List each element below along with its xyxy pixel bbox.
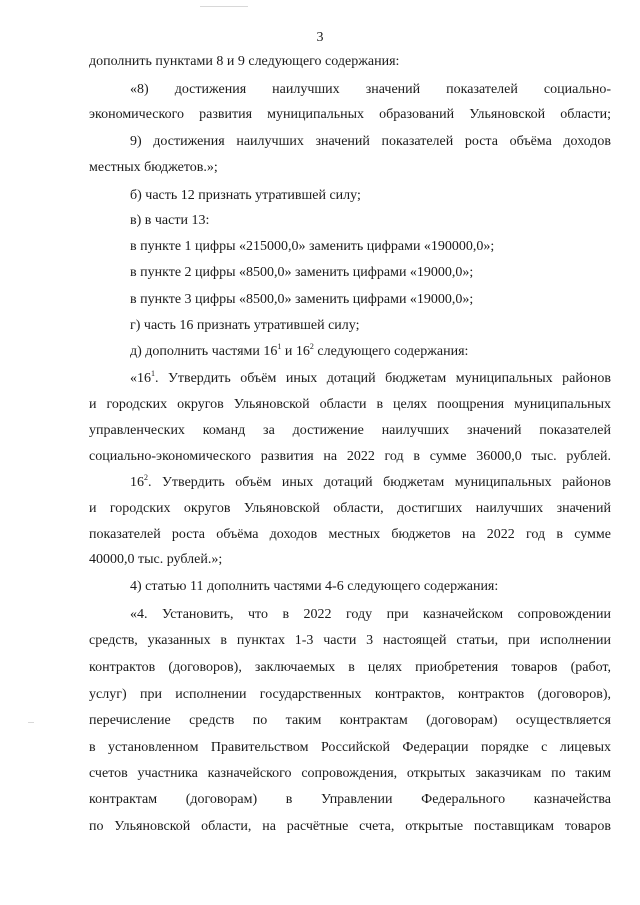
text-line: дополнить пунктами 8 и 9 следующего содержания: <box>89 54 400 69</box>
text-line <box>130 474 611 492</box>
text-line: счетов участника казначейского сопровождения, открытых заказчикам по таким <box>89 766 611 781</box>
text-fragment: 16 <box>130 475 144 490</box>
text-line: услуг) при исполнении государственных контрактов, контрактов (договоров), <box>89 687 611 702</box>
text-line: местных бюджетов.»; <box>89 160 218 175</box>
text-line: в установленном Правительством Российской Федерации порядке с лицевых <box>89 740 611 755</box>
text-line: б) часть 12 признать утратившей силу; <box>130 188 361 203</box>
text-line: по Ульяновской области, на расчётные счета, открытые поставщикам товаров <box>89 819 611 834</box>
text-line: средств, указанных в пунктах 1-3 части 3 настоящей статьи, при исполнении <box>89 633 611 648</box>
text-line: экономического развития муниципальных образований Ульяновской области; <box>89 107 611 122</box>
text-fragment: и 16 <box>281 344 310 359</box>
superscript: 1 <box>151 369 155 378</box>
superscript: 1 <box>277 342 282 351</box>
text-line: показателей роста объёма доходов местных бюджетов на 2022 год в сумме <box>89 527 611 542</box>
text-line: и городских округов Ульяновской области в целях поощрения муниципальных <box>89 397 611 412</box>
text-fragment: . Утвердить объём иных дотаций бюджетам муниципальных районов <box>148 475 611 490</box>
text-line: перечисление средств по таким контрактам (договорам) осуществляется <box>89 713 611 728</box>
text-line <box>130 370 611 388</box>
text-fragment: «16 <box>130 371 151 386</box>
superscript: 2 <box>144 473 148 482</box>
page-number: 3 <box>316 30 324 45</box>
text-line: управленческих команд за достижение наилучших значений показателей <box>89 423 611 438</box>
text-line: в пункте 2 цифры «8500,0» заменить цифрами «19000,0»; <box>130 265 474 280</box>
text-fragment: . Утвердить объём иных дотаций бюджетам муниципальных районов <box>155 371 611 386</box>
text-line: контрактов (договоров), заключаемых в целях приобретения товаров (работ, <box>89 660 611 675</box>
text-line: 4) статью 11 дополнить частями 4-6 следующего содержания: <box>130 579 499 594</box>
text-line: в пункте 3 цифры «8500,0» заменить цифрами «19000,0»; <box>130 292 474 307</box>
text-line: в пункте 1 цифры «215000,0» заменить цифрами «190000,0»; <box>130 239 495 254</box>
superscript: 2 <box>309 342 314 351</box>
text-line: в) в части 13: <box>130 213 210 228</box>
scan-mark-top <box>200 6 248 7</box>
text-line: контрактам (договорам) в Управлении Федерального казначейства <box>89 792 611 807</box>
text-line: 9) достижения наилучших значений показателей роста объёма доходов <box>130 134 611 149</box>
text-fragment: д) дополнить частями 16 <box>130 344 278 359</box>
text-line: 40000,0 тыс. рублей.»; <box>89 552 223 567</box>
scan-mark-side <box>28 722 34 723</box>
text-line: социально-экономического развития на 2022 год в сумме 36000,0 тыс. рублей. <box>89 449 611 464</box>
text-line: г) часть 16 признать утратившей силу; <box>130 318 360 333</box>
text-line: «4. Установить, что в 2022 году при казначейском сопровождении <box>130 607 611 622</box>
text-line: «8) достижения наилучших значений показателей социально- <box>130 82 611 97</box>
text-line <box>130 343 611 361</box>
text-line: и городских округов Ульяновской области, достигших наилучших значений <box>89 501 611 516</box>
text-fragment: следующего содержания: <box>313 344 469 359</box>
